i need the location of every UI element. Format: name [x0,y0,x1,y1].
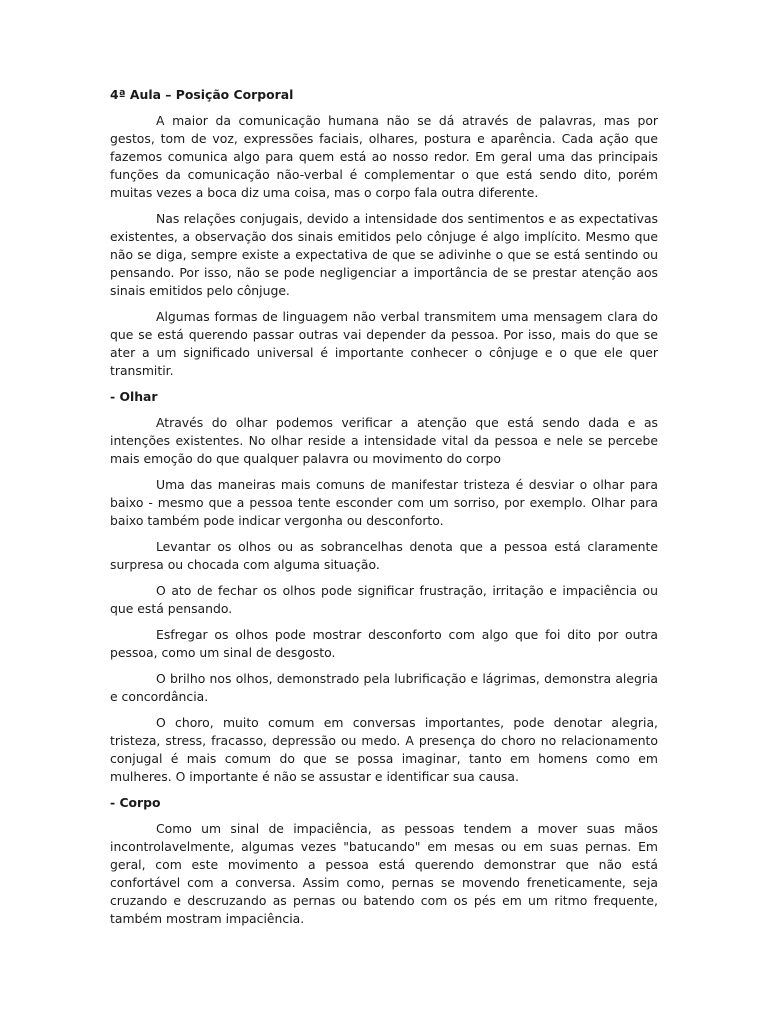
paragraph-olhar-4: O ato de fechar os olhos pode significar frustração, irritação e impaciência ou que está pensando. [110,583,658,616]
paragraph-intro-3: Algumas formas de linguagem não verbal transmitem uma mensagem clara do que se está querendo passar outras vai depender da pessoa. Por isso, mais do que se ater a um significado universal é importante conhecer o cônjuge e o que ele quer transmitir. [110,309,658,378]
paragraph-olhar-2: Uma das maneiras mais comuns de manifestar tristeza é desviar o olhar para baixo - mesmo que a pessoa tente esconder com um sorriso, por exemplo. Olhar para baixo também pode indicar vergonha ou desconforto. [110,477,658,528]
paragraph-olhar-1: Através do olhar podemos verificar a atenção que está sendo dada e as intenções existentes. No olhar reside a intensidade vital da pessoa e nele se percebe mais emoção do que qualquer palavra ou movimento do corpo [110,415,658,466]
paragraph-corpo-1: Como um sinal de impaciência, as pessoas tendem a mover suas mãos incontrolavelmente, algumas vezes "batucando" em mesas ou em suas pernas. Em geral, com este movimento a pessoa está querendo demonstrar que não está confortável com a conversa. Assim como, pernas se movendo freneticamente, seja cruzando e descruzando as pernas ou batendo com os pés em um ritmo frequente, também mostram impaciência. [110,821,658,926]
paragraph-olhar-5: Esfregar os olhos pode mostrar desconforto com algo que foi dito por outra pessoa, como um sinal de desgosto. [110,627,658,660]
paragraph-olhar-6: O brilho nos olhos, demonstrado pela lubrificação e lágrimas, demonstra alegria e concordância. [110,671,658,704]
paragraph-olhar-3: Levantar os olhos ou as sobrancelhas denota que a pessoa está claramente surpresa ou chocada com alguma situação. [110,539,658,572]
paragraph-olhar-7: O choro, muito comum em conversas importantes, pode denotar alegria, tristeza, stress, fracasso, depressão ou medo. A presença do choro no relacionamento conjugal é mais comum do que se possa imaginar, tanto em homens como em mulheres. O importante é não se assustar e identificar sua causa. [110,715,658,784]
document-title: 4ª Aula – Posição Corporal [110,87,294,102]
paragraph-intro-2: Nas relações conjugais, devido a intensidade dos sentimentos e as expectativas existentes, a observação dos sinais emitidos pelo cônjuge é algo implícito. Mesmo que não se diga, sempre existe a expectativa de que se adivinhe o que se está sentindo ou pensando. Por isso, não se pode negligenciar a importância de se prestar atenção aos sinais emitidos pelo cônjuge. [110,211,658,298]
section-heading-olhar: - Olhar [110,389,158,404]
section-heading-corpo: - Corpo [110,795,161,810]
document-page [110,86,658,936]
paragraph-intro-1: A maior da comunicação humana não se dá através de palavras, mas por gestos, tom de voz, expressões faciais, olhares, postura e aparência. Cada ação que fazemos comunica algo para quem está ao nosso redor. Em geral uma das principais funções da comunicação não-verbal é complementar o que está sendo dito, porém muitas vezes a boca diz uma coisa, mas o corpo fala outra diferente. [110,113,658,200]
